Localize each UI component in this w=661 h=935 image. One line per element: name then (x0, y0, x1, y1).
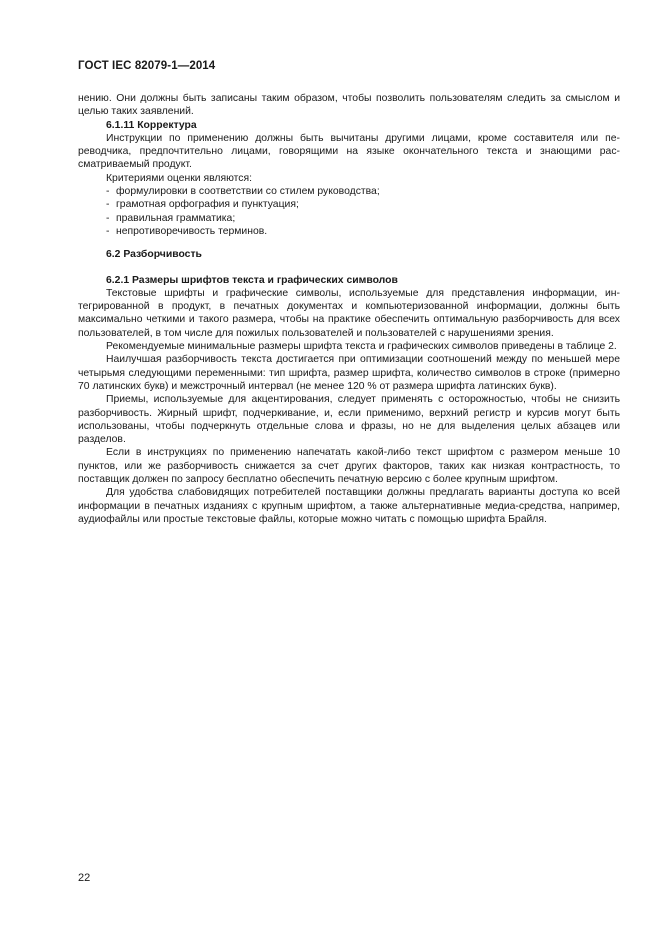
paragraph-continuation: нению. Они должны быть записаны таким образом, чтобы позволить пользователям следить за смыслом и целью таких заявлений. (78, 93, 620, 118)
page-body (78, 92, 620, 526)
list-marker: - (106, 212, 110, 224)
list-marker: - (106, 225, 110, 237)
paragraph-fonts: Текстовые шрифты и графические символы, используемые для представления информации, интегрированной в продукт, в печатных документах и компьютеризованной информации, должны быть максимально четкими и такого размера, чтобы на практике обеспечить оптимальную разборчивость для всех пользователей, в том числе для пожилых пользователей и пользователей с нарушениями зрения. (78, 287, 620, 339)
page-number: 22 (78, 872, 91, 884)
list-item: - непротиворечивость терминов. (106, 225, 268, 237)
paragraph-small-font: Если в инструкциях по применению напечатать какой-либо текст шрифтом с размером меньше 10 пунктов, или же разборчивость снижается за счет других факторов, таких как низкая контрастность, то поставщик должен по запросу бесплатно обеспечить печатную версию с более крупным шрифтом. (78, 447, 620, 486)
paragraph-accessibility: Для удобства слабовидящих потребителей поставщики должны предлагать варианты доступа ко всей информации в печатных изданиях с крупным шрифтом, а также альтернативные медиа-средства, например, аудиофайлы или простые текстовые файлы, которые можно читать с помощью шрифта Брайля. (78, 487, 620, 525)
list-item: - грамотная орфография и пунктуация; (106, 199, 299, 211)
paragraph-criteria-intro: Критериями оценки являются: (106, 172, 252, 184)
list-item: - формулировки в соответствии со стилем руководства; (106, 186, 380, 198)
paragraph-emphasis: Приемы, используемые для акцентирования, следует применять с осторожностью, чтобы не снизить разборчивость. Жирный шрифт, подчеркивание, и, если применимо, верхний регистр и курсив могут быть использованы, чтобы подчеркнуть отдельные слова и фразы, но не для выделения целых абзацев или разделов. (78, 394, 620, 446)
heading-6-2-1: 6.2.1 Размеры шрифтов текста и графических символов (106, 274, 398, 286)
list-marker: - (106, 186, 110, 198)
heading-6-1-11: 6.1.11 Корректура (106, 119, 197, 131)
paragraph-table-ref: Рекомендуемые минимальные размеры шрифта текста и графических символов приведены в таблице 2. (106, 341, 617, 353)
list-marker: - (106, 199, 110, 211)
document-header: ГОСТ IEC 82079-1—2014 (78, 60, 216, 72)
paragraph-proofreading: Инструкции по применению должны быть вычитаны другими лицами, кроме составителя или переводчика, предпочтительно лицами, говорящими на языке окончательного текста и знающими рассматриваемый продукт. (78, 132, 620, 171)
list-item: - правильная грамматика; (106, 212, 236, 224)
paragraph-legibility: Наилучшая разборчивость текста достигается при оптимизации соотношений между по меньшей мере четырьмя следующими переменными: тип шрифта, размер шрифта, количество символов в строке (примерно 70 латинских букв) и межстрочный интервал (не менее 120 % от размера шрифта латинских букв). (78, 354, 620, 392)
heading-6-2: 6.2 Разборчивость (106, 249, 202, 261)
